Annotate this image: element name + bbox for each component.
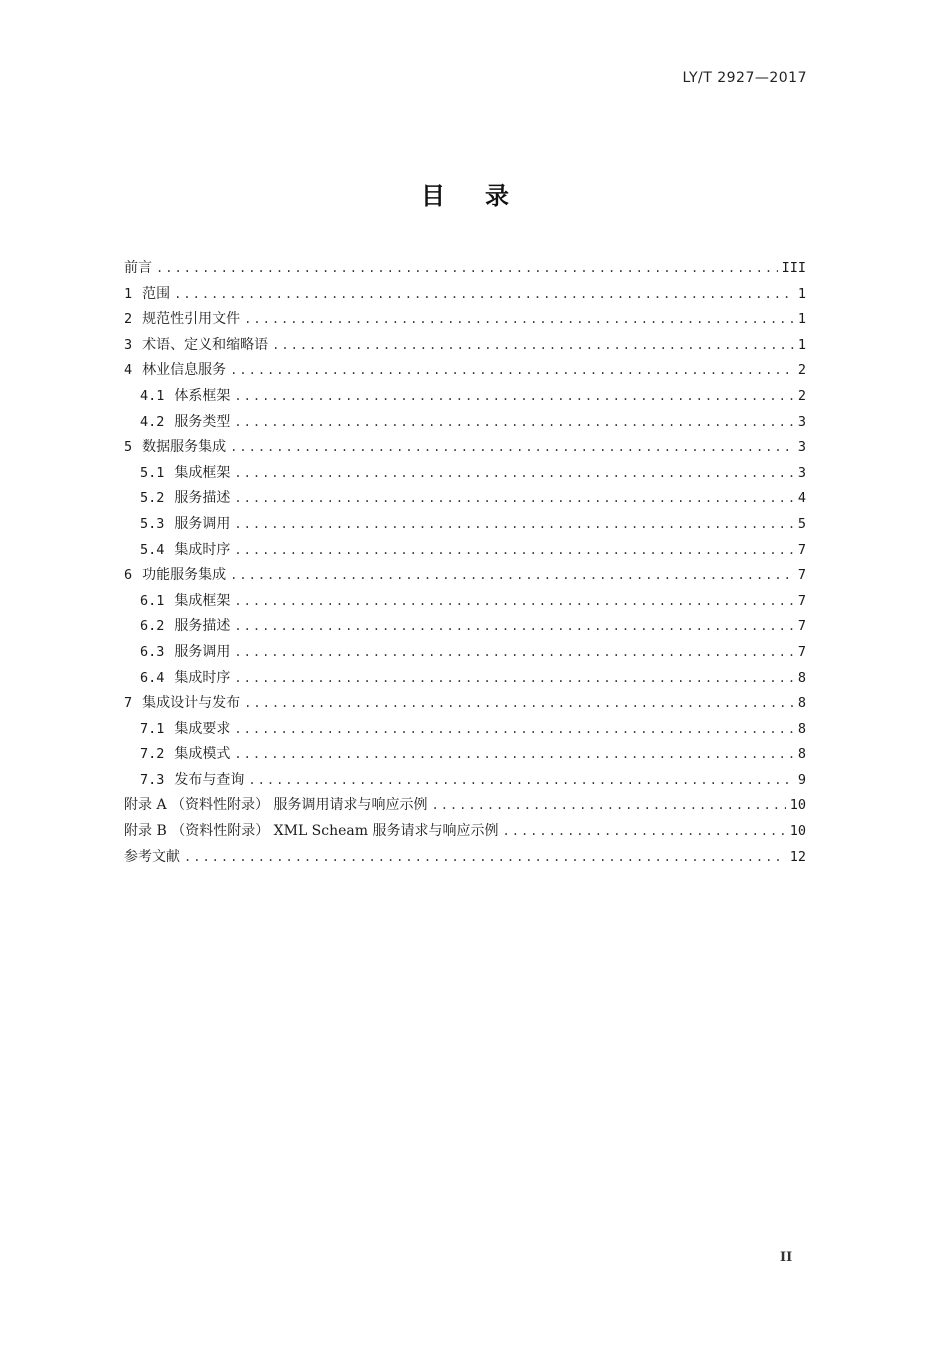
- toc-entry-text: 体系框架: [174, 387, 231, 404]
- toc-entry[interactable]: [124, 384, 806, 410]
- toc-entry-page: 3: [797, 464, 806, 481]
- document-code: LY/T 2927—2017: [682, 70, 807, 86]
- toc-entry-text: 集成框架: [174, 464, 231, 481]
- toc-dot-leader: [234, 614, 793, 640]
- toc-entry-text: 集成设计与发布: [142, 695, 241, 712]
- toc-dot-leader: [234, 410, 793, 436]
- toc-entry-text: 集成要求: [174, 720, 231, 737]
- toc-entry-page: 8: [797, 669, 806, 686]
- toc-dot-leader: [234, 742, 793, 768]
- toc-entry-text: 林业信息服务: [142, 362, 227, 379]
- toc-entry-number: 4.2: [140, 413, 165, 430]
- toc-entry-page: 7: [797, 541, 806, 558]
- toc-entry-text: 发布与查询: [174, 771, 245, 788]
- toc-dot-leader: [156, 256, 778, 282]
- toc-entry-page: 7: [797, 618, 806, 635]
- toc-entry[interactable]: [124, 358, 806, 384]
- toc-entry-number: 5.2: [140, 490, 165, 507]
- toc-entry-number: 5.3: [140, 515, 165, 532]
- toc-dot-leader: [503, 819, 786, 845]
- toc-entry-label: [140, 666, 230, 692]
- toc-entry-number: 5.1: [140, 464, 165, 481]
- toc-entry-label: [124, 307, 240, 333]
- toc-entry-text: 服务描述: [174, 490, 231, 507]
- toc-entry-text: 范围: [142, 285, 171, 302]
- toc-entry[interactable]: [124, 435, 806, 461]
- toc-entry[interactable]: [124, 640, 806, 666]
- toc-entry-number: 7.2: [140, 746, 165, 763]
- toc-entry-text: 附录 B （资料性附录） XML Scheam 服务请求与响应示例: [124, 823, 499, 840]
- toc-entry[interactable]: [124, 717, 806, 743]
- toc-entry[interactable]: [124, 307, 806, 333]
- toc-entry-number: 3: [124, 336, 133, 353]
- toc-dot-leader: [234, 589, 793, 615]
- toc-entry-number: 6: [124, 567, 133, 584]
- toc-entry[interactable]: [124, 486, 806, 512]
- toc-entry[interactable]: [124, 589, 806, 615]
- toc-entry-label: [140, 742, 230, 768]
- toc-dot-leader: [244, 691, 794, 717]
- toc-entry-page: 10: [789, 823, 806, 840]
- toc-entry-page: 7: [797, 567, 806, 584]
- toc-dot-leader: [234, 384, 793, 410]
- toc-entry-page: 3: [797, 413, 806, 430]
- toc-entry-page: III: [781, 260, 806, 276]
- toc-dot-leader: [230, 358, 794, 384]
- toc-entry-number: 5: [124, 439, 133, 456]
- toc-entry-page: 8: [797, 746, 806, 763]
- toc-entry-number: 4.1: [140, 387, 165, 404]
- toc-entry-text: 附录 A （资料性附录） 服务调用请求与响应示例: [124, 797, 428, 814]
- toc-entry-label: [140, 461, 230, 487]
- toc-dot-leader: [234, 640, 793, 666]
- toc-dot-leader: [234, 666, 793, 692]
- toc-entry-label: [124, 691, 240, 717]
- toc-entry-label: [140, 512, 230, 538]
- toc-entry-label: [124, 358, 226, 384]
- toc-dot-leader: [230, 435, 794, 461]
- table-of-contents: [124, 256, 806, 870]
- toc-entry-page: 8: [797, 720, 806, 737]
- toc-entry[interactable]: [124, 512, 806, 538]
- toc-entry-number: 6.1: [140, 592, 165, 609]
- toc-entry-label: [140, 410, 230, 436]
- toc-entry-label: [140, 717, 230, 743]
- toc-dot-leader: [272, 333, 794, 359]
- toc-entry-label: [124, 845, 180, 871]
- page-number: II: [780, 1250, 793, 1265]
- toc-entry-page: 7: [797, 643, 806, 660]
- toc-entry[interactable]: [124, 666, 806, 692]
- toc-entry-label: [140, 640, 230, 666]
- toc-entry-number: 6.4: [140, 669, 165, 686]
- toc-entry-text: 术语、定义和缩略语: [142, 336, 269, 353]
- toc-entry-text: 服务调用: [174, 643, 231, 660]
- toc-entry-text: 功能服务集成: [142, 567, 227, 584]
- toc-entry-text: 集成时序: [174, 541, 231, 558]
- toc-entry-page: 1: [797, 311, 806, 328]
- toc-entry-label: [140, 538, 230, 564]
- toc-entry-number: 4: [124, 362, 133, 379]
- page-title: 目录: [421, 182, 549, 210]
- toc-entry-page: 7: [797, 592, 806, 609]
- toc-entry-label: [124, 282, 170, 308]
- toc-entry-number: 7.1: [140, 720, 165, 737]
- toc-entry-page: 4: [797, 490, 806, 507]
- toc-dot-leader: [234, 461, 793, 487]
- toc-entry-label: [124, 793, 427, 819]
- toc-entry[interactable]: [124, 691, 806, 717]
- toc-dot-leader: [431, 793, 785, 819]
- toc-entry-label: [140, 486, 230, 512]
- toc-dot-leader: [234, 512, 793, 538]
- toc-entry[interactable]: [124, 742, 806, 768]
- toc-entry-label: [124, 563, 226, 589]
- toc-entry[interactable]: [124, 819, 806, 845]
- toc-entry[interactable]: [124, 410, 806, 436]
- toc-entry-number: 5.4: [140, 541, 165, 558]
- toc-dot-leader: [244, 307, 794, 333]
- toc-entry-page: 5: [797, 515, 806, 532]
- toc-entry-label: [124, 435, 226, 461]
- toc-entry-text: 集成框架: [174, 592, 231, 609]
- toc-entry-page: 1: [797, 336, 806, 353]
- toc-entry[interactable]: [124, 256, 806, 282]
- toc-entry-number: 2: [124, 311, 133, 328]
- toc-entry-label: [140, 768, 244, 794]
- toc-dot-leader: [230, 563, 794, 589]
- toc-entry-text: 集成模式: [174, 746, 231, 763]
- toc-entry-label: [140, 614, 230, 640]
- toc-entry[interactable]: [124, 768, 806, 794]
- toc-dot-leader: [234, 717, 793, 743]
- toc-entry-page: 12: [789, 848, 806, 865]
- toc-dot-leader: [248, 768, 793, 794]
- toc-entry-page: 10: [789, 797, 806, 814]
- toc-dot-leader: [234, 538, 793, 564]
- toc-entry-page: 2: [797, 362, 806, 379]
- toc-entry-text: 服务描述: [174, 618, 231, 635]
- toc-entry[interactable]: [124, 282, 806, 308]
- toc-entry-text: 集成时序: [174, 669, 231, 686]
- toc-entry-label: [124, 256, 152, 282]
- toc-dot-leader: [174, 282, 794, 308]
- toc-entry-page: 9: [797, 771, 806, 788]
- toc-entry-text: 规范性引用文件: [142, 311, 241, 328]
- toc-entry-text: 数据服务集成: [142, 439, 227, 456]
- toc-entry-text: 前言: [124, 260, 152, 276]
- toc-entry[interactable]: [124, 793, 806, 819]
- toc-entry[interactable]: [124, 845, 806, 871]
- toc-entry-label: [124, 333, 268, 359]
- toc-entry[interactable]: [124, 461, 806, 487]
- toc-entry-number: 1: [124, 285, 133, 302]
- toc-entry-text: 服务类型: [174, 413, 231, 430]
- toc-entry-number: 7.3: [140, 771, 165, 788]
- toc-entry-page: 2: [797, 387, 806, 404]
- toc-dot-leader: [184, 845, 786, 871]
- toc-entry-number: 7: [124, 695, 133, 712]
- toc-entry-text: 服务调用: [174, 515, 231, 532]
- toc-entry[interactable]: [124, 614, 806, 640]
- toc-entry-page: 3: [797, 439, 806, 456]
- toc-entry-label: [124, 819, 499, 845]
- toc-entry[interactable]: [124, 563, 806, 589]
- toc-entry-page: 8: [797, 695, 806, 712]
- toc-entry-number: 6.3: [140, 643, 165, 660]
- toc-entry-page: 1: [797, 285, 806, 302]
- toc-entry-text: 参考文献: [124, 848, 180, 865]
- toc-dot-leader: [234, 486, 793, 512]
- toc-entry-label: [140, 589, 230, 615]
- toc-entry-number: 6.2: [140, 618, 165, 635]
- toc-entry[interactable]: [124, 333, 806, 359]
- toc-entry[interactable]: [124, 538, 806, 564]
- toc-entry-label: [140, 384, 230, 410]
